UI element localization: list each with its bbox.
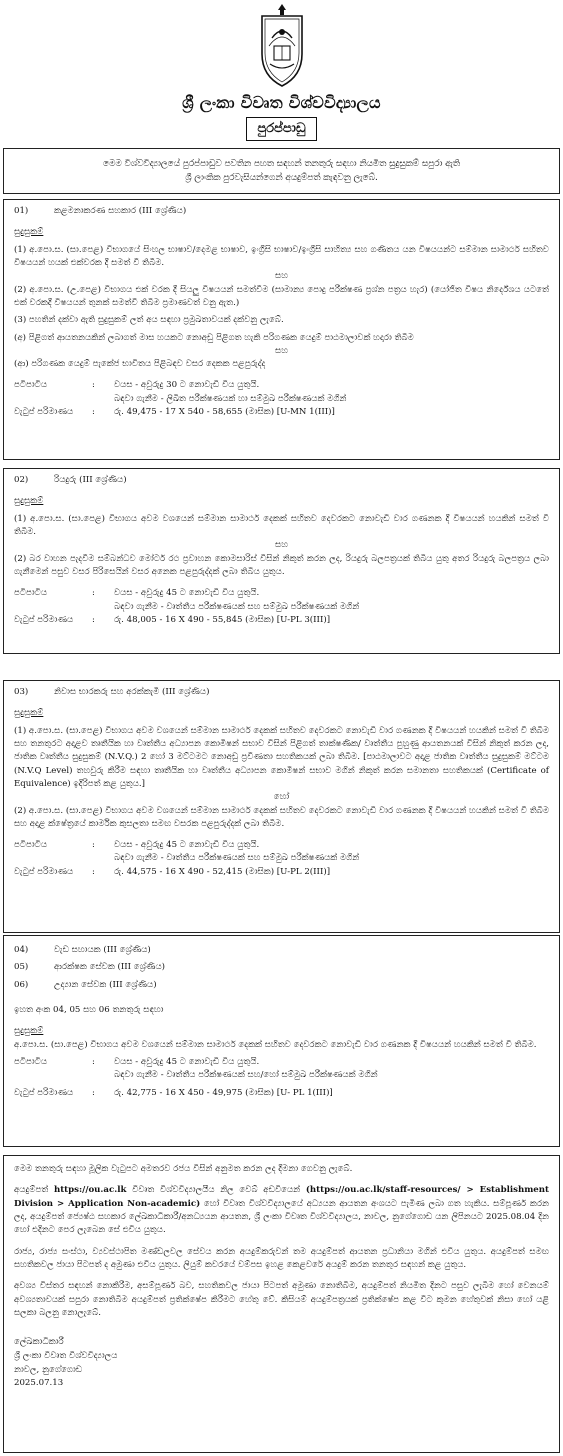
recruitment-method: බඳවා ගැනීම - වෘත්තීය පරීක්ෂණයක් සහ සම්මුඛ පරීක්ෂණයක් මගින් [114, 601, 360, 612]
signature-block [14, 1336, 549, 1391]
age-limit: වයස - අවුරුදු 45 ට නොවැඩි විය යුතුයි. [114, 588, 260, 599]
post-number: 05) [14, 962, 29, 973]
qualification-1: (1) අ.පො.ස. (සා.පෙළ) විභාගය අවම වශයෙන් සම්මාන සාමාර්ථ දෙකක් සහිතව දෙවරකට නොවැඩි වාර ගණනක දී විෂයයන් හයකින් සමත් වී තිබීම සහ තනතුරට අදාළව තෘතීයික හා වෘත්තීය අධ්‍යාපන කොමිෂන් සභාව විසින් පිළිගත් තාක්ෂණික/ වෘත්තීය පුහුණු ආයතනයක් විසින් නිකුත් කරන ලද, ජාතික වෘත්තීය සුදුසුකම් (N.V.Q.) 2 හෝ 3 මට්ටමට නොඅඩු ප්‍රවීණතා සහතිකයක් ලබා තිබීම. [පාඨමාලාවට අදාළ ජාතික වෘත්තීය සුදුසුකම් මට්ටම (N.V.Q Level) තහවුරු කිරීම සඳහා තෘතීයික හා වෘත්තීය අධ්‍යාපන කොමිෂන් සභාව මගින් නිකුත් කරන සමානතා සහතිකයක් (Certificate of Equivalence) ඉදිරිපත් කළ යුතුය.] [14, 725, 549, 789]
signatory-title: ලේඛකාධිකාරී [14, 1337, 64, 1348]
post-title: නිවාස භාරකරු සහ අරක්කැමි (III ශ්‍රේණිය) [54, 687, 210, 697]
qualification-2: (2) අ.පො.ස. (සා.පෙළ) විභාගය අවම වශයෙන් සම්මාන සාමාර්ථ දෙකක් සහිතව දෙවරකට නොවැඩි වාර ගණනක දී විෂයයන් හයකින් සමත් වී තිබීම සහ අදාළ ක්ෂේත්‍රයේ කාර්මික කුසලතා සමඟ වසරක පළපුරුද්දක් ලබා තිබීම. [14, 805, 549, 829]
post-number: 06) [14, 979, 29, 990]
qualification-a: (අ) පිළිගත් ආයතනයකින් ලබාගත් මාස හයකට නොඅඩු පිළිගත හැකි පරිගණක යෙදුම් පාඨමාලාවක් හදාරා තිබීම [14, 332, 414, 343]
salary-scale: රු. 44,575 - 16 X 490 - 52,415 (මාසික) [U-PL 2(III)] [114, 866, 331, 877]
allowances-note: මෙම තනතුරු සඳහා මූලික වැටුපට අමතරව රජය විසින් අනුමත කරන ලද දීමනා ගෙවනු ලැබේ. [14, 1164, 353, 1174]
recruitment-method: බඳවා ගැනීම - වෘත්තීය පරීක්ෂණයක් සහ/හෝ සම්මුඛ පරීක්ෂණයක් මගින් [114, 1070, 378, 1081]
and-connector: සහ [275, 540, 288, 551]
selection-label: පටිපාටිය [14, 380, 48, 391]
qualification-1: (1) අ.පො.ස. (සා.පෙළ) විභාගයේ සිංහල භාෂාව/දෙමළ භාෂාව, ඉංග්‍රීසි භාෂාව/ඉංග්‍රීසි සාහිත්‍ය සහ ගණිතය යන විෂයයන්ට සම්මාන සාමාර්ථ සහිතව විෂයයන් හයක් එක්වරක දී සමත් වී තිබීම. [14, 244, 549, 268]
signatory-university: ශ්‍රී ලංකා විවෘත විශ්වවිද්‍යාලය [14, 1350, 118, 1361]
or-connector: හෝ [273, 792, 290, 803]
applicable-posts-note: ඉහත අංක 04, 05 සහ 06 තනතුරු සඳහා [14, 1004, 164, 1015]
age-limit: වයස - අවුරුදු 45 ට නොවැඩි විය යුතුයි. [114, 1056, 260, 1067]
post-title: උද්‍යාන සේවක (III ශ්‍රේණිය) [54, 979, 157, 990]
and-connector: සහ [275, 271, 288, 282]
age-limit: වයස - අවුරුදු 45 ට නොවැඩි විය යුතුයි. [114, 840, 260, 851]
recruitment-method: බඳවා ගැනීම - වෘත්තීය පරීක්ෂණයක් සහ සම්මුඛ පරීක්ෂණයක් මගින් [114, 853, 360, 864]
post-1-section: 01) කළමනාකරණ සහකාර (III ශ්‍රේණිය) සුදුසුකම් (1) අ.පො.ස. (සා.පෙළ) විභාගයේ සිංහල භාෂාව/දෙමළ භාෂාව, ඉංග්‍රීසි භාෂාව/ඉංග්‍රීසි සාහිත්‍ය සහ ගණිතය යන විෂයයන්ට සම්මාන සාමාර්ථ සහිතව විෂයයන් හයක් එක්වරක දී සමත් වී තිබීම. සහ (2) අ.පො.ස. (උ.පෙළ) විභාගය එක් වරක දී සියලු විෂයයන් සමත්වීම (සාමාන්‍ය පොදු පරීක්ෂණ ප්‍රශ්න පත්‍රය හැර) (යෝජිත විෂය නිර්දේශය යටතේ එක් වරකදී විෂයයන් තුනක් සමත්වී තිබීම ප්‍රමාණවත් වනු ඇත.) (3) පහතින් දක්වා ඇති සුදුසුකම් ලත් අය සඳහා ප්‍රමුඛතාවයක් දක්වනු ලැබේ. (අ) පිළිගත් ආයතනයකින් ලබාගත් මාස හයකට නොඅඩු පිළිගත හැකි පරිගණක යෙදුම් පාඨමාලාවක් හදාරා තිබීම සහ (ආ) පරිගණක යෙදුම් පැකේජ භාවිතය පිළිබඳව වසර දෙකක පළපුරුද්ද පටිපාටිය : වයස - අවුරුදු 30 ට නොවැඩි විය යුතුයි. බඳවා ගැනීම - ලිඛිත පරීක්ෂණයක් හා සම්මුඛ පරීක්ෂණයක් මගින් වැටුප් පරිමාණය : රු. 49,475 - 17 X 540 - 58,655 (මාසික) [U-MN 1(III)] [3, 199, 560, 460]
website-link[interactable]: https://ou.ac.lk [53, 1185, 127, 1196]
qualification-aa: (ආ) පරිගණක යෙදුම් පැකේජ භාවිතය පිළිබඳව වසර දෙකක පළපුරුද්ද [14, 359, 266, 370]
intro-line-1: මෙම විශ්වවිද්‍යාලයේ පුරප්පාඩුව පවතින පහත සඳහන් තනතුරු සඳහා නියමිත සුදුසුකම් සපුරා ඇති [103, 159, 460, 169]
qualification-3: (3) පහතින් දක්වා ඇති සුදුසුකම් ලත් අය සඳහා ප්‍රමුඛතාවයක් දක්වනු ලැබේ. [14, 315, 284, 326]
qualifications-heading: සුදුසුකම් [14, 1026, 44, 1037]
age-limit: වයස - අවුරුදු 30 ට නොවැඩි විය යුතුයි. [114, 380, 260, 391]
post-2-section: 02) රියදුරු (III ශ්‍රේණිය) සුදුසුකම් (1) අ.පො.ස. (සා.පෙළ) විභාගය අවම වශයෙන් සම්මාන සාමාර්ථ දෙකක් සහිතව දෙවරකට නොවැඩි වාර ගණනක දී විෂයයන් හයකින් සමත් වී තිබීම. සහ (2) බර වාහන පැදවීම සම්බන්ධව මෝටර් රථ ප්‍රවාහන කොමසාරිස් විසින් නිකුත් කරන ලද, රියදුරු බලපත්‍රයක් තිබිය යුතු අතර රියදුරු බලපත්‍රය ලබා ගැනීමෙන් පසුව වසර පිරිසෙයින් වසර අනෙක පළපුරුද්දක් ලබා තිබිය යුතුය. පටිපාටිය : වයස - අවුරුදු 45 ට නොවැඩි විය යුතුයි. බඳවා ගැනීම - වෘත්තීය පරීක්ෂණයක් සහ සම්මුඛ පරීක්ෂණයක් මගින් වැටුප් පරිමාණය : රු. 48,005 - 16 X 490 - 55,845 (මාසික) [U-PL 3(III)] [3, 468, 560, 654]
salary-label: වැටුප් පරිමාණය [14, 866, 74, 877]
qualification-2: (2) බර වාහන පැදවීම සම්බන්ධව මෝටර් රථ ප්‍රවාහන කොමසාරිස් විසින් නිකුත් කරන ලද, රියදුරු බලපත්‍රයක් තිබිය යුතු අතර රියදුරු බලපත්‍රය ලබා ගැනීමෙන් පසුව වසර පිරිසෙයින් වසර අනෙක පළපුරුද්දක් ලබා තිබිය යුතුය. [14, 553, 549, 577]
salary-scale: රු. 48,005 - 16 X 490 - 55,845 (මාසික) [U-PL 3(III)] [114, 614, 331, 625]
notice-date: 2025.07.13 [14, 1378, 64, 1389]
qualification-1: අ.පො.ස. (සා.පෙළ) විභාගය අවම වශයෙන් සම්මාන සාමාර්ථ දෙකක් සහිතව දෙවරකට නොවැඩි වාර ගණනක දී විෂයයන් හයකින් සමත් වී තිබීම. [14, 1039, 537, 1050]
post-title: කළමනාකරණ සහකාර (III ශ්‍රේණිය) [54, 206, 187, 216]
application-instructions: අයදුම්පත් https://ou.ac.lk විවෘත විශ්වවිද්‍යාලයීය නිල වෙබ් අඩවියෙන් (https://ou.ac.lk/staff-resources/ > Establishment Division > Application Non-academic) හෝ විවෘත විශ්වවිද්‍යාලයේ අධ්‍යයන ආයතන අංශයට පැමිණ ලබා ගත හැකිය. සම්පූර්ණ කරන ලද, අයදුම්පත් ජ්‍යෙෂ්ඨ සහකාර ලේඛකාධිකාරී/අනධ්‍යයන ආයතන, ශ්‍රී ලංකා විවෘත විශ්වවිද්‍යාලය, නාවල, නුගේගොඩ යන ලිපිනයට 2025.08.04 දින හෝ එදිනට පෙර ලැබෙන සේ එවිය යුතුය. [14, 1185, 549, 1236]
university-name: ශ්‍රී ලංකා විවෘත විශ්වවිද්‍යාලය [182, 93, 381, 112]
qualification-1: (1) අ.පො.ස. (සා.පෙළ) විභාගය අවම වශයෙන් සම්මාන සාමාර්ථ දෙකක් සහිතව දෙවරකට නොවැඩි වාර ගණනක දී විෂයයන් හයකින් සමත් වී තිබීම. [14, 513, 549, 537]
salary-label: වැටුප් පරිමාණය [14, 407, 74, 418]
post-title: වැඩ සහායක (III ශ්‍රේණිය) [54, 945, 151, 955]
qualifications-heading: සුදුසුකම් [14, 227, 44, 238]
and-connector: සහ [275, 345, 288, 356]
post-number: 04) [14, 945, 29, 955]
post-number: 03) [14, 687, 29, 697]
post-number: 02) [14, 475, 29, 485]
intro-line-2: ශ්‍රී ලාංකික පුරවැසියන්ගෙන් අයදුම්පත් කැඳවනු ලැබේ. [185, 172, 378, 183]
recruitment-method: බඳවා ගැනීම - ලිඛිත පරීක්ෂණයක් හා සම්මුඛ පරීක්ෂණයක් මගින් [114, 393, 347, 404]
salary-label: වැටුප් පරිමාණය [14, 1087, 74, 1098]
qualifications-heading: සුදුසුකම් [14, 708, 44, 719]
post-title: ආරක්ෂක සේවක (III ශ්‍රේණිය) [54, 962, 165, 973]
post-3-section: 03) නිවාස භාරකරු සහ අරක්කැමි (III ශ්‍රේණිය) සුදුසුකම් (1) අ.පො.ස. (සා.පෙළ) විභාගය අවම වශයෙන් සම්මාන සාමාර්ථ දෙකක් සහිතව දෙවරකට නොවැඩි වාර ගණනක දී විෂයයන් හයකින් සමත් වී තිබීම සහ තනතුරට අදාළව තෘතීයික හා වෘත්තීය අධ්‍යාපන කොමිෂන් සභාව විසින් පිළිගත් තාක්ෂණික/ වෘත්තීය පුහුණු ආයතනයක් විසින් නිකුත් කරන ලද, ජාතික වෘත්තීය සුදුසුකම් (N.V.Q.) 2 හෝ 3 මට්ටමට නොඅඩු ප්‍රවීණතා සහතිකයක් ලබා තිබීම. [පාඨමාලාවට අදාළ ජාතික වෘත්තීය සුදුසුකම් මට්ටම (N.V.Q Level) තහවුරු කිරීම සඳහා තෘතීයික හා වෘත්තීය අධ්‍යාපන කොමිෂන් සභාව මගින් නිකුත් කරන සමානතා සහතිකයක් (Certificate of Equivalence) ඉදිරිපත් කළ යුතුය.] හෝ (2) අ.පො.ස. (සා.පෙළ) විභාගය අවම වශයෙන් සම්මාන සාමාර්ථ දෙකක් සහිතව දෙවරකට නොවැඩි වාර ගණනක දී විෂයයන් හයකින් සමත් වී තිබීම සහ අදාළ ක්ෂේත්‍රයේ කාර්මික කුසලතා සමඟ වසරක පළපුරුද්දක් ලබා තිබීම. පටිපාටිය : වයස - අවුරුදු 45 ට නොවැඩි විය යුතුයි. බඳවා ගැනීම - වෘත්තීය පරීක්ෂණයක් සහ සම්මුඛ පරීක්ෂණයක් මගින් වැටුප් පරිමාණය : රු. 44,575 - 16 X 490 - 52,415 (මාසික) [U-PL 2(III)] [3, 680, 560, 933]
vacancies-heading: පුරප්පාඩු [246, 117, 316, 141]
qualifications-heading: සුදුසුකම් [14, 496, 44, 507]
selection-label: පටිපාටිය [14, 1056, 48, 1067]
government-applicants-note: රාජ්‍ය, රාජ්‍ය සංස්ථා, ව්‍යවස්ථාපිත මණ්ඩලවල සේවය කරන අයදුම්කරුවන් තම අයදුම්පත් ආයතන ප්‍රධානියා මගින් එවිය යුතුය. අයදුම්පත් සමඟ සහතිකවල ජායා පිටපත් ද අමුණා එවිය යුතුය. ලියුම් කවරයේ වම්පස ඉහළ කෙළවරේ අයදුම් කරන තනතුර සඳහන් කළ යුතුය. [14, 1246, 549, 1270]
post-number: 01) [14, 206, 29, 216]
post-title: රියදුරු (III ශ්‍රේණිය) [54, 475, 127, 485]
signatory-address: නාවල, නුගේගොඩ [14, 1364, 83, 1375]
footer-section [3, 1155, 560, 1453]
selection-label: පටිපාටිය [14, 840, 48, 851]
post-4-5-6-section: 04) වැඩ සහායක (III ශ්‍රේණිය) 05) ආරක්ෂක සේවක (III ශ්‍රේණිය) 06) උද්‍යාන සේවක (III ශ්‍රේණිය) ඉහත අංක 04, 05 සහ 06 තනතුරු සඳහා සුදුසුකම් අ.පො.ස. (සා.පෙළ) විභාගය අවම වශයෙන් සම්මාන සාමාර්ථ දෙකක් සහිතව දෙවරකට නොවැඩි වාර ගණනක දී විෂයයන් හයකින් සමත් වී තිබීම. පටිපාටිය : වයස - අවුරුදු 45 ට නොවැඩි විය යුතුයි. බඳවා ගැනීම - වෘත්තීය පරීක්ෂණයක් සහ/හෝ සම්මුඛ පරීක්ෂණයක් මගින් වැටුප් පරිමාණය : රු. 42,775 - 16 X 450 - 49,975 (මාසික) [U- PL 1(III)] [3, 935, 560, 1147]
salary-scale: රු. 42,775 - 16 X 450 - 49,975 (මාසික) [U- PL 1(III)] [114, 1087, 333, 1098]
salary-label: වැටුප් පරිමාණය [14, 614, 74, 625]
qualification-2: (2) අ.පො.ස. (උ.පෙළ) විභාගය එක් වරක දී සියලු විෂයයන් සමත්වීම (සාමාන්‍ය පොදු පරීක්ෂණ ප්‍රශ්න පත්‍රය හැර) (යෝජිත විෂය නිර්දේශය යටතේ එක් වරකදී විෂයයන් තුනක් සමත්වී තිබීම ප්‍රමාණවත් වනු ඇත.) [14, 284, 549, 308]
salary-scale: රු. 49,475 - 17 X 540 - 58,655 (මාසික) [U-MN 1(III)] [114, 407, 335, 418]
selection-label: පටිපාටිය [14, 588, 48, 599]
rejection-note: අවශ්‍ය විස්තර සඳහන් නොකිරීම, අසම්පූර්ණ බව, සහතිකවල ජායා පිටපත් අමුණා නොතිබීම, අයදුම්පත් නියමිත දිනට පසුව ලැබීම හෝ වෙනයම් අවශ්‍යතාවයක් සපුරා නොතිබීම අයදුම්පත් ප්‍රතික්ෂේප කිරීමට හේතු වේ. කිසියම් අයදුම්පත්‍රයක් ප්‍රතික්ෂේප කළ විට කුමන හේතුවක් නිසා හෝ යළි සලකා බලනු නොලැබේ. [14, 1281, 549, 1318]
application-path-link[interactable]: (https://ou.ac.lk/staff-resources/ > Establishment Division > Application Non-academic) [14, 1185, 549, 1209]
intro-box [3, 148, 560, 194]
university-crest-icon [258, 2, 306, 90]
